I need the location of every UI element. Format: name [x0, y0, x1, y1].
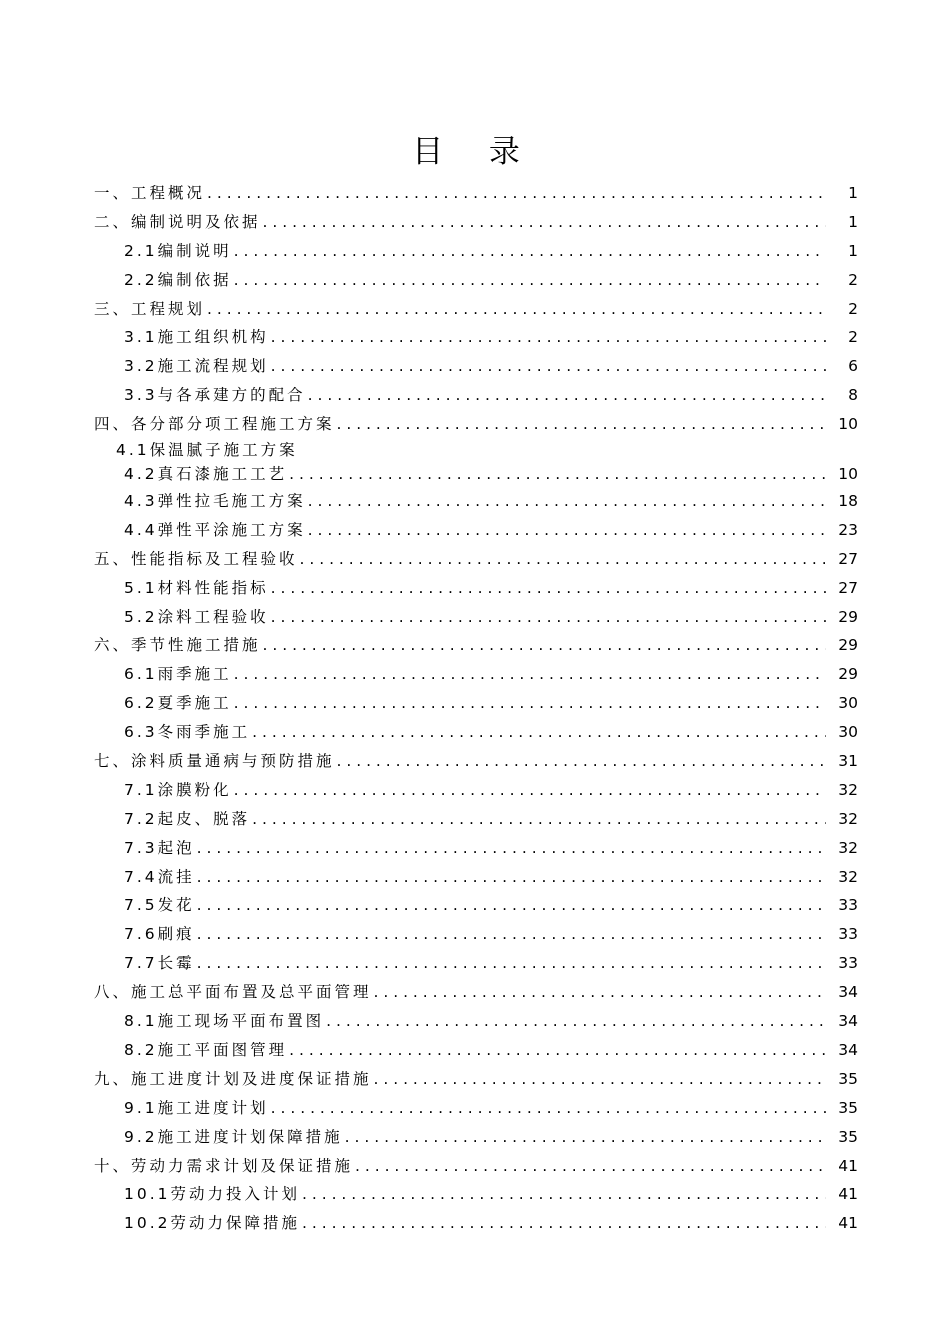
- toc-page: 32: [838, 867, 858, 886]
- toc-leader: [197, 949, 826, 978]
- toc-entry[interactable]: [0, 381, 950, 410]
- toc-label: 6.1雨季施工: [124, 665, 232, 684]
- toc-leader: [234, 237, 826, 266]
- toc-page: 10: [838, 415, 858, 434]
- toc-leader: [252, 718, 826, 747]
- toc-entry[interactable]: [0, 352, 950, 381]
- toc-entry[interactable]: [0, 1180, 950, 1209]
- toc-entry[interactable]: [0, 487, 950, 516]
- toc-label: 9.2施工进度计划保障措施: [124, 1127, 343, 1146]
- toc-page: 41: [838, 1214, 858, 1233]
- toc-page: 18: [838, 492, 858, 511]
- toc-leader: [326, 1007, 826, 1036]
- toc-page: 8: [848, 386, 858, 405]
- toc-leader: [337, 747, 826, 776]
- toc-leader: [252, 805, 826, 834]
- toc-label: 7.4流挂: [124, 867, 195, 886]
- toc-page: 34: [838, 983, 858, 1002]
- toc-entry[interactable]: [0, 545, 950, 574]
- toc-label: 5.2涂料工程验收: [124, 607, 269, 626]
- toc-entry[interactable]: [0, 1007, 950, 1036]
- toc-label: 2.2编制依据: [124, 270, 232, 289]
- toc-label: 七、涂料质量通病与预防措施: [94, 752, 335, 771]
- toc-page: 10: [838, 465, 858, 484]
- toc-leader: [308, 487, 826, 516]
- toc-page: 6: [848, 357, 858, 376]
- toc-label: 9.1施工进度计划: [124, 1098, 269, 1117]
- toc-label: 二、编制说明及依据: [94, 212, 261, 231]
- toc-leader: [234, 266, 826, 295]
- toc-page: 35: [838, 1069, 858, 1088]
- toc-entry[interactable]: [0, 603, 950, 632]
- toc-entry[interactable]: [0, 1036, 950, 1065]
- toc-label: 3.3与各承建方的配合: [124, 386, 306, 405]
- toc-label: 4.2真石漆施工工艺: [124, 465, 288, 484]
- toc-leader: [271, 1094, 826, 1123]
- toc-entry[interactable]: [0, 805, 950, 834]
- toc-page: 34: [838, 1040, 858, 1059]
- toc-label: 7.1涂膜粉化: [124, 780, 232, 799]
- toc-label: 4.1保温腻子施工方案: [116, 441, 298, 460]
- toc-leader: [289, 461, 826, 487]
- toc-entry[interactable]: [0, 1209, 950, 1238]
- toc-page: 27: [838, 578, 858, 597]
- toc-leader: [300, 545, 826, 574]
- toc-leader: [302, 1209, 826, 1238]
- toc-leader: [308, 381, 826, 410]
- toc-leader: [197, 891, 826, 920]
- toc-leader: [271, 352, 826, 381]
- toc-entry[interactable]: [0, 863, 950, 892]
- toc-leader: [374, 978, 826, 1007]
- toc-entry[interactable]: [0, 179, 950, 208]
- toc-entry[interactable]: [0, 516, 950, 545]
- toc-label: 7.6刷痕: [124, 925, 195, 944]
- toc-page: 23: [838, 520, 858, 539]
- toc-page: 2: [848, 299, 858, 318]
- page-title: 目 录: [412, 134, 538, 170]
- toc-label: 7.3起泡: [124, 838, 195, 857]
- toc-page: 35: [838, 1127, 858, 1146]
- toc-leader: [345, 1123, 826, 1152]
- toc-page: 32: [838, 838, 858, 857]
- toc-label: 一、工程概况: [94, 184, 206, 202]
- toc-entry[interactable]: [0, 920, 950, 949]
- toc-page: 33: [838, 896, 858, 915]
- toc-label: 八、施工总平面布置及总平面管理: [94, 983, 372, 1002]
- toc-page: 29: [838, 665, 858, 684]
- toc-leader: [207, 179, 826, 208]
- toc-entry[interactable]: [0, 266, 950, 295]
- toc-label: 8.2施工平面图管理: [124, 1040, 288, 1059]
- toc-page: 2: [848, 270, 858, 289]
- toc-entry[interactable]: [0, 237, 950, 266]
- toc-entry[interactable]: [0, 1152, 950, 1181]
- toc-label: 6.3冬雨季施工: [124, 723, 251, 742]
- toc-page: 29: [838, 607, 858, 626]
- toc-entry[interactable]: [0, 208, 950, 237]
- toc-leader: [337, 410, 826, 439]
- toc-page: 1: [848, 212, 858, 231]
- toc-entry[interactable]: [0, 295, 950, 324]
- toc-entry[interactable]: [0, 1094, 950, 1123]
- toc-page: 31: [838, 752, 858, 771]
- toc-label: 2.1编制说明: [124, 241, 232, 260]
- toc-entry[interactable]: [0, 747, 950, 776]
- toc-label: 10.1劳动力投入计划: [124, 1185, 301, 1204]
- toc-page: 1: [848, 184, 858, 202]
- toc-leader: [197, 863, 826, 892]
- toc-leader: [308, 516, 826, 545]
- toc-label: 5.1材料性能指标: [124, 578, 269, 597]
- toc-entry[interactable]: [0, 660, 950, 689]
- toc-leader: [234, 776, 826, 805]
- toc-page: 32: [838, 780, 858, 799]
- toc-entry[interactable]: [0, 891, 950, 920]
- toc-label: 3.2施工流程规划: [124, 357, 269, 376]
- toc-entry[interactable]: [0, 718, 950, 747]
- toc-label: 7.2起皮、脱落: [124, 809, 251, 828]
- toc-label: 10.2劳动力保障措施: [124, 1214, 301, 1233]
- toc-label: 6.2夏季施工: [124, 694, 232, 713]
- toc-page: 32: [838, 809, 858, 828]
- toc-leader: [374, 1065, 826, 1094]
- toc-page: 41: [838, 1185, 858, 1204]
- toc-entry[interactable]: [0, 631, 950, 660]
- toc-entry[interactable]: [0, 776, 950, 805]
- toc-entry[interactable]: [0, 689, 950, 718]
- toc-entry[interactable]: [0, 439, 950, 461]
- toc-page: 27: [838, 549, 858, 568]
- toc-label: 4.4弹性平涂施工方案: [124, 520, 306, 539]
- toc-label: 四、各分部分项工程施工方案: [94, 415, 335, 434]
- toc-label: 8.1施工现场平面布置图: [124, 1012, 325, 1031]
- toc-entry[interactable]: [0, 1123, 950, 1152]
- toc-entry[interactable]: [0, 323, 950, 352]
- toc-page: 34: [838, 1012, 858, 1031]
- toc-leader: [271, 603, 826, 632]
- toc-entry[interactable]: [0, 978, 950, 1007]
- toc-leader: [355, 1152, 826, 1181]
- toc-label: 7.7长霉: [124, 954, 195, 973]
- toc-page: 35: [838, 1098, 858, 1117]
- toc-leader: [302, 1180, 826, 1209]
- toc-leader: [263, 631, 826, 660]
- toc-label: 7.5发花: [124, 896, 195, 915]
- toc-label: 4.3弹性拉毛施工方案: [124, 492, 306, 511]
- toc-page: 1: [848, 241, 858, 260]
- toc-page: 2: [848, 328, 858, 347]
- toc-entry[interactable]: [0, 461, 950, 487]
- toc-leader: [234, 660, 826, 689]
- toc-entry[interactable]: [0, 949, 950, 978]
- toc-label: 五、性能指标及工程验收: [94, 549, 298, 568]
- toc-label: 3.1施工组织机构: [124, 328, 269, 347]
- toc-page: 33: [838, 925, 858, 944]
- toc-label: 十、劳动力需求计划及保证措施: [94, 1156, 354, 1175]
- toc-page: 30: [838, 694, 858, 713]
- toc-entry[interactable]: [0, 410, 950, 439]
- toc-leader: [234, 689, 826, 718]
- toc-leader: [197, 834, 826, 863]
- toc-entry[interactable]: [0, 834, 950, 863]
- toc-leader: [271, 574, 826, 603]
- toc-leader: [207, 295, 826, 324]
- toc-page: 29: [838, 636, 858, 655]
- toc-page: 30: [838, 723, 858, 742]
- toc-label: 三、工程规划: [94, 299, 206, 318]
- toc-page: 41: [838, 1156, 858, 1175]
- toc-leader: [289, 1036, 826, 1065]
- toc-leader: [271, 323, 826, 352]
- toc-entry[interactable]: [0, 1065, 950, 1094]
- toc-label: 六、季节性施工措施: [94, 636, 261, 655]
- toc-leader: [197, 920, 826, 949]
- toc-page: 33: [838, 954, 858, 973]
- toc-entry[interactable]: [0, 574, 950, 603]
- toc-leader: [263, 208, 826, 237]
- table-of-contents: [0, 179, 950, 1238]
- toc-label: 九、施工进度计划及进度保证措施: [94, 1069, 372, 1088]
